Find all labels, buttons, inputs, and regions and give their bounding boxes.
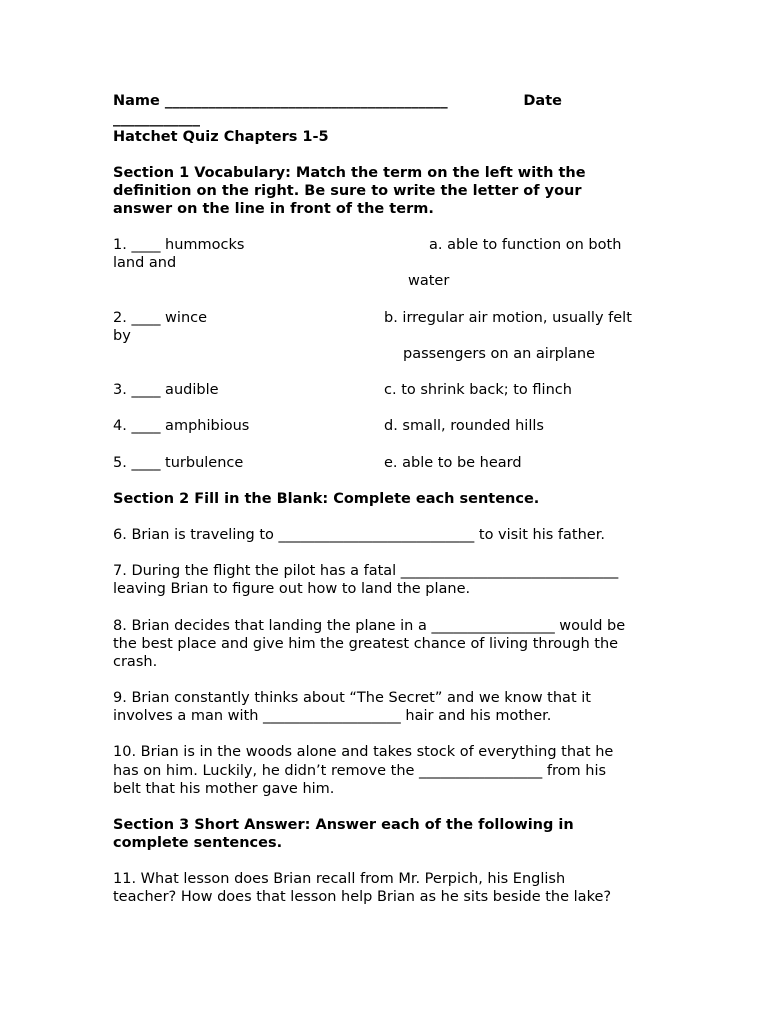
section3-heading-line1: Section 3 Short Answer: Answer each of the following in xyxy=(113,817,574,833)
term-1: 1. ____ hummocks xyxy=(113,237,245,253)
quiz-title: Hatchet Quiz Chapters 1-5 xyxy=(113,129,329,145)
question-7-line1: 7. During the flight the pilot has a fatal ______________________________ xyxy=(113,563,619,579)
section2-heading: Section 2 Fill in the Blank: Complete each sentence. xyxy=(113,491,540,507)
term-2: 2. ____ wince xyxy=(113,310,208,326)
definition-d: d. small, rounded hills xyxy=(384,418,544,434)
definition-a: a. able to function on both xyxy=(429,237,622,253)
question-9-line2: involves a man with ___________________ hair and his mother. xyxy=(113,708,552,724)
section3-heading-line2: complete sentences. xyxy=(113,835,283,851)
term-3: 3. ____ audible xyxy=(113,382,219,398)
question-7-line2: leaving Brian to figure out how to land the plane. xyxy=(113,581,471,597)
question-8-line2: the best place and give him the greatest chance of living through the xyxy=(113,636,619,652)
question-9-line1: 9. Brian constantly thinks about “The Secret” and we know that it xyxy=(113,690,591,706)
definition-c: c. to shrink back; to flinch xyxy=(384,382,572,398)
definition-b: b. irregular air motion, usually felt xyxy=(384,310,632,326)
question-10-line2: has on him. Luckily, he didn’t remove the _________________ from his xyxy=(113,763,607,779)
section1-heading-line3: answer on the line in front of the term. xyxy=(113,201,434,217)
term-5: 5. ____ turbulence xyxy=(113,455,244,471)
term-4: 4. ____ amphibious xyxy=(113,418,250,434)
question-11-line1: 11. What lesson does Brian recall from Mr. Perpich, his English xyxy=(113,871,566,887)
definition-a-cont: water xyxy=(408,273,450,289)
question-10-line3: belt that his mother gave him. xyxy=(113,781,335,797)
definition-b-cont: passengers on an airplane xyxy=(403,346,596,362)
question-8-line3: crash. xyxy=(113,654,158,670)
question-6: 6. Brian is traveling to ___________________________ to visit his father. xyxy=(113,527,605,543)
name-date-line: Name _______________________________________ Date xyxy=(113,93,562,109)
definition-e: e. able to be heard xyxy=(384,455,522,471)
section1-heading-line2: definition on the right. Be sure to write the letter of your xyxy=(113,183,582,199)
term-1-wrap: land and xyxy=(113,255,177,271)
question-8-line1: 8. Brian decides that landing the plane in a _________________ would be xyxy=(113,618,626,634)
date-blank: ____________ xyxy=(113,111,200,127)
question-11-line2: teacher? How does that lesson help Brian as he sits beside the lake? xyxy=(113,889,612,905)
section1-heading-line1: Section 1 Vocabulary: Match the term on the left with the xyxy=(113,165,586,181)
question-10-line1: 10. Brian is in the woods alone and takes stock of everything that he xyxy=(113,744,614,760)
term-2-wrap: by xyxy=(113,328,131,344)
